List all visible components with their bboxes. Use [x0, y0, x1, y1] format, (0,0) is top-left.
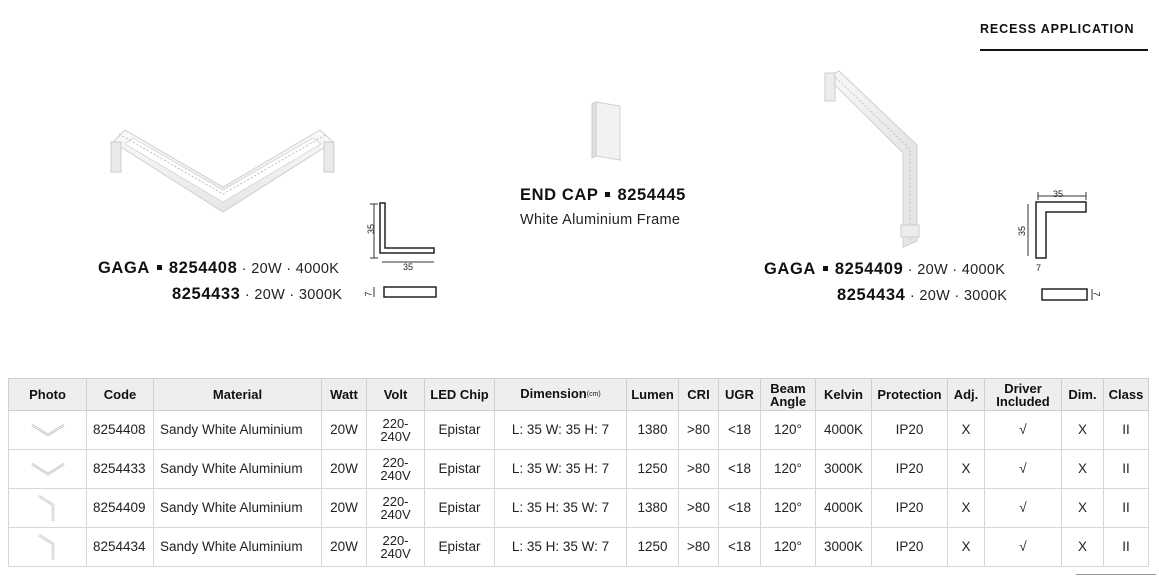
col-header-photo: Photo	[9, 379, 87, 411]
cell-dim	[1062, 528, 1104, 567]
product-photo-v-profile	[105, 112, 340, 222]
cell-material	[154, 489, 322, 528]
cell-volt-line1: 220-	[382, 455, 409, 470]
cell-photo	[9, 411, 87, 450]
cell-ugr	[719, 528, 761, 567]
cell-dimension-text: L: 35 H: 35 W: 7	[511, 539, 610, 554]
cell-class	[1104, 528, 1149, 567]
table-row	[9, 450, 1149, 489]
cell-cri-text: >80	[687, 461, 710, 476]
cell-class-text: II	[1122, 422, 1130, 437]
cell-adj-text: X	[961, 539, 971, 554]
cell-dim	[1062, 489, 1104, 528]
cell-protection	[872, 528, 948, 567]
cell-beam-angle	[761, 528, 816, 567]
cell-beam-angle	[761, 411, 816, 450]
cell-volt-line1: 220-	[382, 494, 409, 509]
cell-led-chip	[425, 450, 495, 489]
page-bottom-rule	[1076, 574, 1156, 575]
cell-adj	[948, 450, 985, 489]
cell-class-text: II	[1122, 461, 1130, 476]
col-header-cri: CRI	[679, 379, 719, 411]
cell-cri	[679, 450, 719, 489]
cell-cri	[679, 528, 719, 567]
dim-top-label: 35	[1053, 189, 1064, 199]
product-caption-right-2	[837, 286, 1007, 305]
cell-watt	[322, 489, 367, 528]
dimension-header-text: Dimension	[520, 386, 587, 402]
dimension-diagram-v	[363, 198, 446, 308]
cell-ugr-text: <18	[728, 539, 751, 554]
cell-driver-included	[985, 450, 1062, 489]
cell-adj-text: X	[961, 422, 971, 437]
cell-volt	[367, 411, 425, 450]
col-header-dimension	[495, 379, 627, 411]
brand-name: GAGA	[98, 259, 150, 277]
cell-led-text: Epistar	[438, 539, 481, 554]
cell-dim-text: X	[1077, 422, 1087, 437]
cell-volt	[367, 528, 425, 567]
cell-driver-text: √	[1019, 539, 1027, 554]
cell-volt-line2: 240V	[380, 546, 411, 561]
dimension-unit: (cm)	[586, 391, 601, 399]
cell-cri-text: >80	[687, 500, 710, 515]
cell-led-chip	[425, 528, 495, 567]
cell-adj-text: X	[961, 461, 971, 476]
cell-volt-line2: 240V	[380, 429, 411, 444]
cell-dimension-text: L: 35 H: 35 W: 7	[511, 500, 610, 515]
cell-watt	[322, 411, 367, 450]
col-header-material: Material	[154, 379, 322, 411]
cell-ugr	[719, 450, 761, 489]
cell-ugr	[719, 489, 761, 528]
cell-cri-text: >80	[687, 422, 710, 437]
cell-class	[1104, 489, 1149, 528]
table-header-row	[9, 379, 1149, 411]
col-header-kelvin: Kelvin	[816, 379, 872, 411]
cell-lumen-text: 1250	[637, 461, 668, 476]
cell-cri	[679, 411, 719, 450]
cell-ugr-text: <18	[728, 500, 751, 515]
cell-class	[1104, 411, 1149, 450]
cell-driver-text: √	[1019, 461, 1027, 476]
row-thumbnail-v	[30, 460, 66, 478]
bullet-dot	[605, 192, 610, 197]
cell-watt	[322, 528, 367, 567]
dim-depth-label: 7	[1091, 291, 1102, 297]
cell-code	[87, 528, 154, 567]
cell-protection	[872, 411, 948, 450]
dim-side-label: 35	[1017, 225, 1028, 237]
cell-volt	[367, 489, 425, 528]
cell-dimension	[495, 450, 627, 489]
cell-led-chip	[425, 489, 495, 528]
col-header-ugr: UGR	[719, 379, 761, 411]
cell-dimension	[495, 411, 627, 450]
col-header-protection: Protection	[872, 379, 948, 411]
cell-adj	[948, 489, 985, 528]
cell-ugr	[719, 411, 761, 450]
end-cap-subtitle: White Aluminium Frame	[520, 212, 681, 228]
cell-driver-included	[985, 411, 1062, 450]
cell-adj	[948, 411, 985, 450]
cell-protection-text: IP20	[895, 461, 924, 476]
cell-material-text: Sandy White Aluminium	[160, 461, 303, 476]
cell-led-text: Epistar	[438, 422, 481, 437]
cell-kelvin	[816, 489, 872, 528]
cell-dim	[1062, 411, 1104, 450]
section-tag-underline	[980, 49, 1148, 51]
cell-material	[154, 411, 322, 450]
cell-lumen-text: 1380	[637, 422, 668, 437]
cell-volt-line1: 220-	[382, 416, 409, 431]
cell-photo	[9, 528, 87, 567]
cell-adj	[948, 528, 985, 567]
cell-watt-text: 20W	[330, 422, 358, 437]
driver-header-line2: Included	[996, 393, 1050, 409]
col-header-lumen: Lumen	[627, 379, 679, 411]
table-row	[9, 489, 1149, 528]
bullet-dot	[157, 265, 162, 270]
cell-adj-text: X	[961, 500, 971, 515]
cell-beam-text: 120°	[774, 461, 802, 476]
end-cap-caption	[520, 186, 686, 205]
cell-volt-line1: 220-	[382, 533, 409, 548]
cell-lumen	[627, 489, 679, 528]
cell-beam-angle	[761, 450, 816, 489]
col-header-code: Code	[87, 379, 154, 411]
cell-volt-line2: 240V	[380, 507, 411, 522]
end-cap-title: END CAP	[520, 186, 599, 204]
product-photo-l-profile	[795, 65, 945, 255]
cell-protection-text: IP20	[895, 422, 924, 437]
cell-driver-included	[985, 489, 1062, 528]
cell-dimension	[495, 489, 627, 528]
product-code: 8254408	[168, 259, 238, 277]
table-row	[9, 411, 1149, 450]
cell-material	[154, 450, 322, 489]
col-header-beam-angle	[761, 379, 816, 411]
cell-protection	[872, 489, 948, 528]
cell-lumen	[627, 450, 679, 489]
cell-dim-text: X	[1077, 539, 1087, 554]
cell-kelvin	[816, 528, 872, 567]
cell-ugr-text: <18	[728, 461, 751, 476]
cell-dim-text: X	[1077, 500, 1087, 515]
cell-lumen-text: 1250	[637, 539, 668, 554]
cell-dimension	[495, 528, 627, 567]
col-header-watt: Watt	[322, 379, 367, 411]
cell-kelvin-text: 3000K	[823, 461, 864, 476]
cell-watt-text: 20W	[330, 539, 358, 554]
brand-name: GAGA	[764, 260, 816, 278]
cell-beam-angle	[761, 489, 816, 528]
cell-lumen	[627, 528, 679, 567]
product-caption-right-1	[764, 260, 1005, 279]
cell-code	[87, 450, 154, 489]
cell-protection	[872, 450, 948, 489]
col-header-led-chip: LED Chip	[425, 379, 495, 411]
cell-driver-included	[985, 528, 1062, 567]
cell-kelvin-text: 4000K	[823, 500, 864, 515]
cell-code	[87, 411, 154, 450]
dim-depth-label: 7	[363, 291, 374, 297]
col-header-class: Class	[1104, 379, 1149, 411]
cell-photo	[9, 489, 87, 528]
cell-protection-text: IP20	[895, 500, 924, 515]
product-code: 8254434	[837, 286, 906, 304]
cell-kelvin	[816, 450, 872, 489]
dim-height-label: 35	[366, 223, 377, 235]
cell-dimension-text: L: 35 W: 35 H: 7	[511, 461, 610, 476]
end-cap-code: 8254445	[617, 186, 686, 204]
row-thumbnail-l	[33, 532, 63, 562]
product-spec: · 20W · 3000K	[244, 287, 343, 303]
cell-kelvin-text: 3000K	[823, 539, 864, 554]
col-header-driver-included	[985, 379, 1062, 411]
cell-led-chip	[425, 411, 495, 450]
cell-volt-line2: 240V	[380, 468, 411, 483]
cell-code-text: 8254409	[93, 500, 146, 515]
product-spec: · 20W · 4000K	[241, 261, 340, 277]
cell-cri	[679, 489, 719, 528]
product-code: 8254433	[172, 285, 241, 303]
cell-watt	[322, 450, 367, 489]
cell-material	[154, 528, 322, 567]
product-photo-end-cap	[590, 100, 626, 164]
product-spec: · 20W · 4000K	[907, 262, 1006, 278]
dim-depth-label: 7	[1036, 263, 1042, 273]
cell-code	[87, 489, 154, 528]
cell-led-text: Epistar	[438, 500, 481, 515]
col-header-adj: Adj.	[948, 379, 985, 411]
driver-header-line1: Driver	[1004, 380, 1042, 396]
spec-table	[8, 378, 1149, 567]
cell-beam-text: 120°	[774, 422, 802, 437]
dim-width-label: 35	[403, 262, 414, 272]
cell-watt-text: 20W	[330, 500, 358, 515]
row-thumbnail-v	[30, 421, 66, 439]
cell-dim-text: X	[1077, 461, 1087, 476]
cell-class-text: II	[1122, 500, 1130, 515]
cell-ugr-text: <18	[728, 422, 751, 437]
product-caption-left-1	[98, 259, 339, 278]
cell-lumen	[627, 411, 679, 450]
cell-cri-text: >80	[687, 539, 710, 554]
cell-driver-text: √	[1019, 422, 1027, 437]
cell-code-text: 8254408	[93, 422, 146, 437]
cell-volt	[367, 450, 425, 489]
beam-header-line1: Beam	[770, 380, 806, 396]
cell-material-text: Sandy White Aluminium	[160, 539, 303, 554]
cell-class-text: II	[1122, 539, 1130, 554]
bullet-dot	[823, 266, 828, 271]
cell-class	[1104, 450, 1149, 489]
section-tag: RECESS APPLICATION	[980, 22, 1135, 36]
cell-photo	[9, 450, 87, 489]
beam-header-line2: Angle	[769, 393, 807, 409]
col-header-volt: Volt	[367, 379, 425, 411]
cell-material-text: Sandy White Aluminium	[160, 422, 303, 437]
product-spec: · 20W · 3000K	[909, 288, 1008, 304]
table-row	[9, 528, 1149, 567]
cell-driver-text: √	[1019, 500, 1027, 515]
cell-beam-text: 120°	[774, 500, 802, 515]
cell-led-text: Epistar	[438, 461, 481, 476]
cell-kelvin	[816, 411, 872, 450]
product-code: 8254409	[834, 260, 904, 278]
cell-code-text: 8254434	[93, 539, 146, 554]
cell-code-text: 8254433	[93, 461, 146, 476]
cell-kelvin-text: 4000K	[823, 422, 864, 437]
cell-beam-text: 120°	[774, 539, 802, 554]
cell-dim	[1062, 450, 1104, 489]
col-header-dim: Dim.	[1062, 379, 1104, 411]
cell-lumen-text: 1380	[637, 500, 668, 515]
cell-watt-text: 20W	[330, 461, 358, 476]
cell-dimension-text: L: 35 W: 35 H: 7	[511, 422, 610, 437]
cell-material-text: Sandy White Aluminium	[160, 500, 303, 515]
row-thumbnail-l	[33, 493, 63, 523]
product-caption-left-2	[172, 285, 342, 304]
cell-protection-text: IP20	[895, 539, 924, 554]
